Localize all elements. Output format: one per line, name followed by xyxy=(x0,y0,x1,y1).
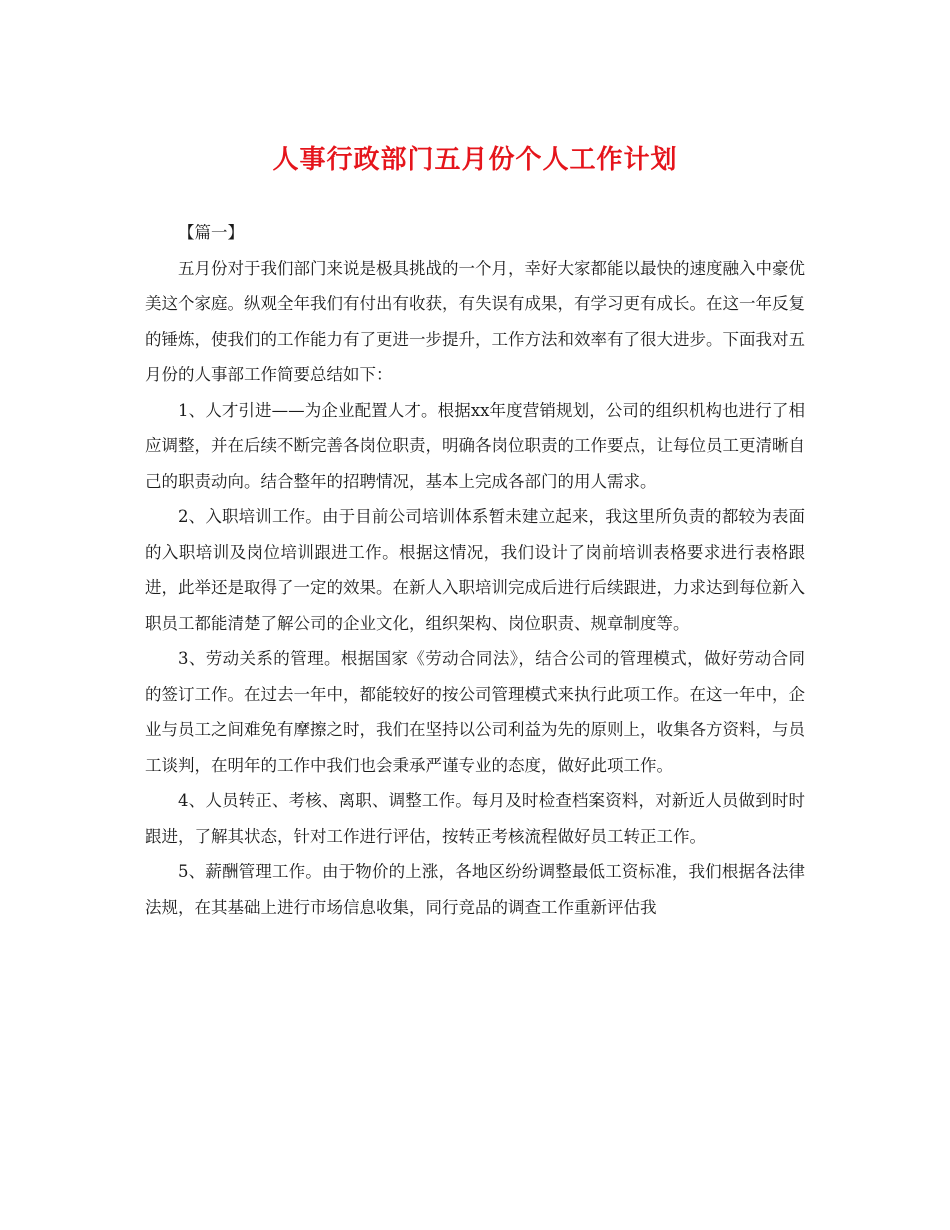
section-label: 【篇一】 xyxy=(178,223,244,242)
paragraph-labor-relations: 3、劳动关系的管理。根据国家《劳动合同法》，结合公司的管理模式，做好劳动合同的签订工作。在过去一年中，都能较好的按公司管理模式来执行此项工作。在这一年中，企业与员工之间难免有摩擦之时，我们在坚持以公司利益为先的原则上，收集各方资料，与员工谈判，在明年的工作中我们也会秉承严谨专业的态度，做好此项工作。 xyxy=(145,649,805,775)
paragraph-talent-recruitment: 1、人才引进——为企业配置人才。根据xx年度营销规划，公司的组织机构也进行了相应调整，并在后续不断完善各岗位职责，明确各岗位职责的工作要点，让每位员工更清晰自己的职责动向。结合整年的招聘情况，基本上完成各部门的用人需求。 xyxy=(145,400,805,491)
paragraph-personnel-changes: 4、人员转正、考核、离职、调整工作。每月及时检查档案资料，对新近人员做到时时跟进，了解其状态，针对工作进行评估，按转正考核流程做好员工转正工作。 xyxy=(145,791,805,846)
document-body xyxy=(145,215,805,925)
paragraph-intro: 五月份对于我们部门来说是极具挑战的一个月，幸好大家都能以最快的速度融入中豪优美这个家庭。纵观全年我们有付出有收获，有失误有成果，有学习更有成长。在这一年反复的锤炼，使我们的工作能力有了更进一步提升，工作方法和效率有了很大进步。下面我对五月份的人事部工作简要总结如下： xyxy=(145,258,805,384)
paragraph-compensation: 5、薪酬管理工作。由于物价的上涨，各地区纷纷调整最低工资标准，我们根据各法律法规，在其基础上进行市场信息收集，同行竞品的调查工作重新评估我 xyxy=(145,862,805,917)
document-title: 人事行政部门五月份个人工作计划 xyxy=(272,145,678,175)
paragraph-onboarding-training: 2、入职培训工作。由于目前公司培训体系暂未建立起来，我这里所负责的都较为表面的入职培训及岗位培训跟进工作。根据这情况，我们设计了岗前培训表格要求进行表格跟进，此举还是取得了一定的效果。在新人入职培训完成后进行后续跟进，力求达到每位新入职员工都能清楚了解公司的企业文化，组织架构、岗位职责、规章制度等。 xyxy=(145,507,805,633)
